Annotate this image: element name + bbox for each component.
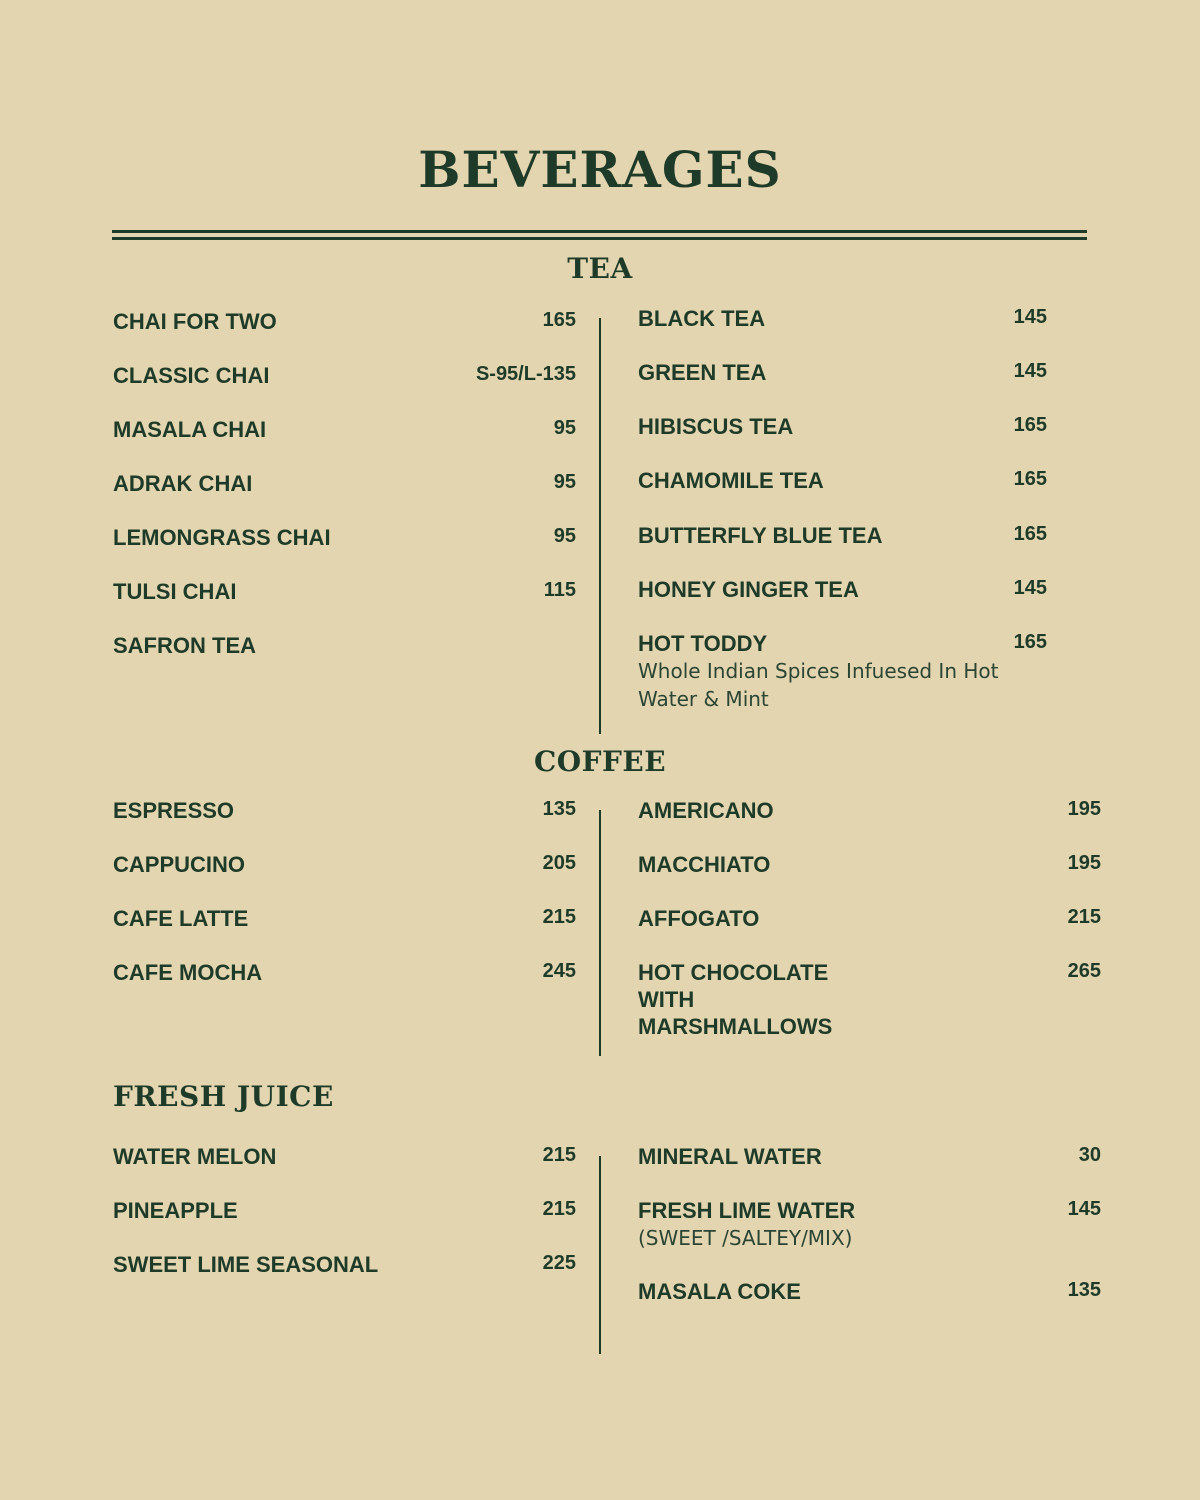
item-description: (SWEET /SALTEY/MIX) bbox=[638, 1226, 853, 1250]
item-price: 165 bbox=[1013, 523, 1047, 545]
item-name: PINEAPPLE bbox=[113, 1198, 238, 1223]
item-price: 215 bbox=[542, 1144, 576, 1166]
item-name: MASALA COKE bbox=[638, 1279, 801, 1304]
item-price: 145 bbox=[1067, 1198, 1101, 1220]
item-name: AMERICANO bbox=[638, 798, 774, 823]
section-title-fresh-juice: FRESH JUICE bbox=[113, 1080, 334, 1113]
column-divider-tea bbox=[599, 318, 601, 734]
item-name: SWEET LIME SEASONAL bbox=[113, 1252, 379, 1277]
item-name: CAFE MOCHA bbox=[113, 960, 263, 985]
item-price: 95 bbox=[553, 471, 576, 493]
item-name: ADRAK CHAI bbox=[113, 471, 253, 496]
item-name: WATER MELON bbox=[113, 1144, 277, 1169]
item-name: HOT CHOCOLATE WITH MARSHMALLOWS bbox=[638, 960, 833, 1039]
item-name: CLASSIC CHAI bbox=[113, 363, 270, 388]
item-name: CHAMOMILE TEA bbox=[638, 468, 824, 493]
item-name: SAFRON TEA bbox=[113, 633, 256, 658]
item-name: MASALA CHAI bbox=[113, 417, 267, 442]
page-title: BEVERAGES bbox=[418, 140, 782, 199]
item-name: GREEN TEA bbox=[638, 360, 767, 385]
item-name: ESPRESSO bbox=[113, 798, 235, 823]
item-price: 215 bbox=[542, 906, 576, 928]
item-price: 205 bbox=[542, 852, 576, 874]
item-name: CAPPUCINO bbox=[113, 852, 246, 877]
item-price: 195 bbox=[1067, 798, 1101, 820]
item-price: 165 bbox=[1013, 414, 1047, 436]
title-divider-top bbox=[112, 230, 1087, 233]
item-price: S-95/L-135 bbox=[475, 363, 576, 385]
item-price: 245 bbox=[542, 960, 576, 982]
item-name: CHAI FOR TWO bbox=[113, 309, 277, 334]
item-name: TULSI CHAI bbox=[113, 579, 237, 604]
item-name: BUTTERFLY BLUE TEA bbox=[638, 523, 883, 548]
item-price: 195 bbox=[1067, 852, 1101, 874]
item-price: 215 bbox=[1067, 906, 1101, 928]
item-price: 95 bbox=[553, 417, 576, 439]
item-price: 215 bbox=[542, 1198, 576, 1220]
item-name: HONEY GINGER TEA bbox=[638, 577, 859, 602]
item-name: MACCHIATO bbox=[638, 852, 771, 877]
title-divider-bottom bbox=[112, 237, 1087, 240]
item-name: LEMONGRASS CHAI bbox=[113, 525, 331, 550]
section-title-tea: TEA bbox=[567, 252, 633, 285]
column-divider-coffee bbox=[599, 810, 601, 1056]
item-price: 225 bbox=[542, 1252, 576, 1274]
item-name: HIBISCUS TEA bbox=[638, 414, 794, 439]
item-price: 165 bbox=[1013, 631, 1047, 653]
item-price: 145 bbox=[1013, 360, 1047, 382]
item-price: 30 bbox=[1078, 1144, 1101, 1166]
item-price: 165 bbox=[1013, 468, 1047, 490]
item-name: FRESH LIME WATER bbox=[638, 1198, 856, 1223]
item-price: 145 bbox=[1013, 577, 1047, 599]
item-name: HOT TODDY bbox=[638, 631, 768, 656]
item-name: MINERAL WATER bbox=[638, 1144, 822, 1169]
item-price: 115 bbox=[543, 579, 576, 601]
item-description: Whole Indian Spices Infuesed In Hot Water & Mint bbox=[638, 659, 999, 711]
item-name: BLACK TEA bbox=[638, 306, 766, 331]
item-price: 95 bbox=[553, 525, 576, 547]
item-price: 135 bbox=[542, 798, 576, 820]
item-name: CAFE LATTE bbox=[113, 906, 249, 931]
item-price: 265 bbox=[1067, 960, 1101, 982]
item-price: 165 bbox=[542, 309, 576, 331]
column-divider-juice bbox=[599, 1156, 601, 1354]
item-name: AFFOGATO bbox=[638, 906, 760, 931]
item-price: 145 bbox=[1013, 306, 1047, 328]
section-title-coffee: COFFEE bbox=[533, 745, 667, 778]
item-price: 135 bbox=[1067, 1279, 1101, 1301]
